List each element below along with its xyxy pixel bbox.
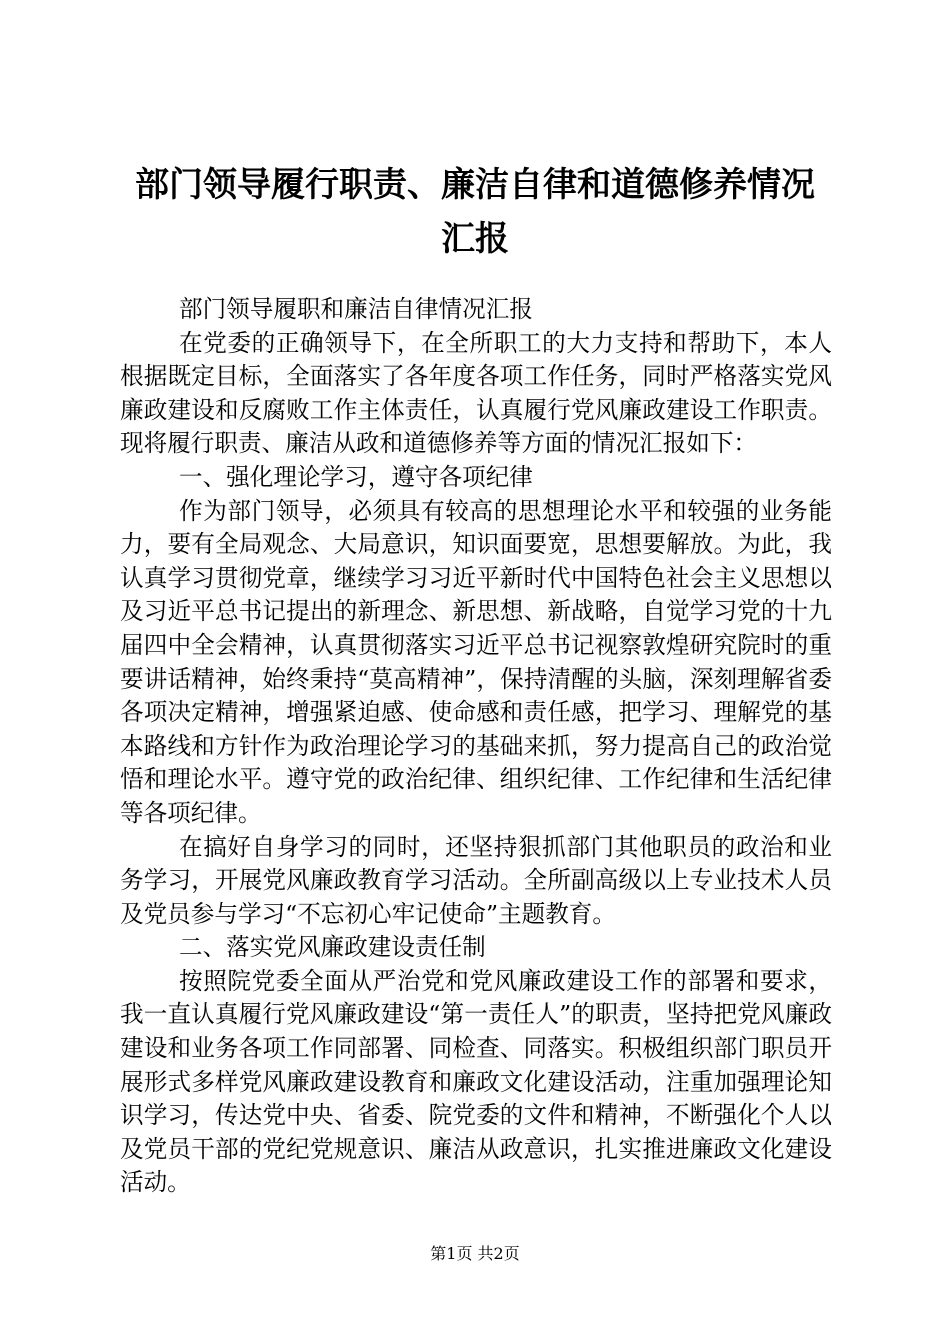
page-footer: 第1页 共2页 [430, 1244, 520, 1263]
intro-paragraph: 在党委的正确领导下，在全所职工的大力支持和帮助下，本人根据既定目标，全面落实了各年度各项工作任务，同时严格落实党风廉政建设和反腐败工作主体责任，认真履行党风廉政建设工作职责。现将履行职责、廉洁从政和道德修养等方面的情况汇报如下： [120, 328, 832, 458]
body-paragraph: 作为部门领导，必须具有较高的思想理论水平和较强的业务能力，要有全局观念、大局意识，知识面要宽，思想要解放。为此，我认真学习贯彻党章，继续学习习近平新时代中国特色社会主义思想以及习近平总书记提出的新理念、新思想、新战略，自觉学习党的十九届四中全会精神，认真贯彻落实习近平总书记视察敦煌研究院时的重要讲话精神，始终秉持“莫高精神”，保持清醒的头脑，深刻理解省委各项决定精神，增强紧迫感、使命感和责任感，把学习、理解党的基本路线和方针作为政治理论学习的基础来抓，努力提高自己的政治觉悟和理论水平。遵守党的政治纪律、组织纪律、工作纪律和生活纪律等各项纪律。 [120, 496, 832, 827]
document-body [120, 293, 832, 1200]
body-paragraph: 在搞好自身学习的同时，还坚持狠抓部门其他职员的政治和业务学习，开展党风廉政教育学习活动。全所副高级以上专业技术人员及党员参与学习“不忘初心牢记使命”主题教育。 [120, 832, 832, 928]
section-heading-2: 二、落实党风廉政建设责任制 [179, 933, 486, 962]
document-title: 部门领导履行职责、廉洁自律和道德修养情况汇报 [135, 165, 815, 259]
section-heading-1: 一、强化理论学习，遵守各项纪律 [179, 462, 533, 491]
body-paragraph: 按照院党委全面从严治党和党风廉政建设工作的部署和要求，我一直认真履行党风廉政建设“第一责任人”的职责，坚持把党风廉政建设和业务各项工作同部署、同检查、同落实。积极组织部门职员开展形式多样党风廉政建设教育和廉政文化建设活动，注重加强理论知识学习，传达党中央、省委、院党委的文件和精神，不断强化个人以及党员干部的党纪党规意识、廉洁从政意识，扎实推进廉政文化建设活动。 [120, 966, 832, 1197]
subtitle-paragraph: 部门领导履职和廉洁自律情况汇报 [179, 295, 533, 323]
